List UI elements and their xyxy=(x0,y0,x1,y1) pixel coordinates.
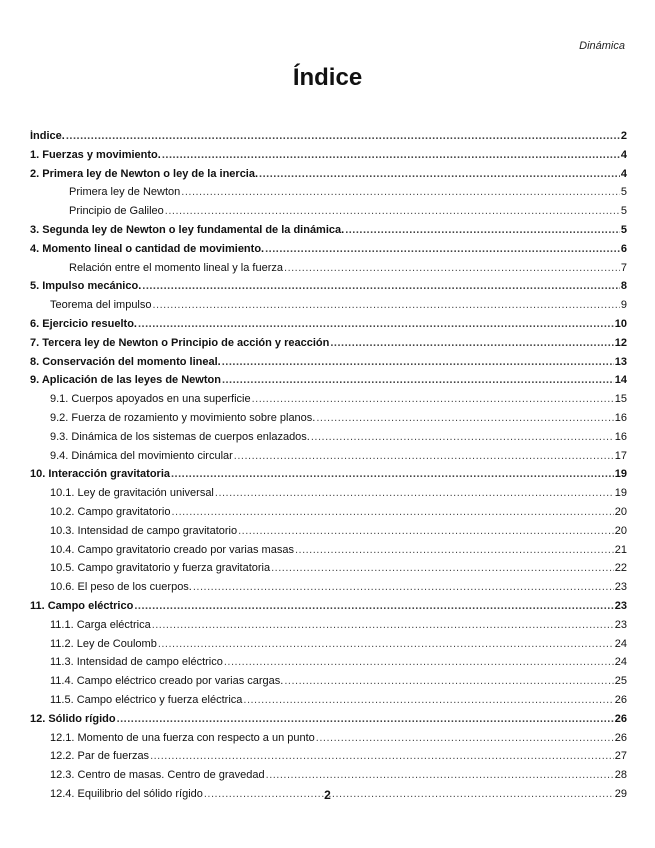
toc-entry-page: 28 xyxy=(614,769,627,782)
toc-leader-dots xyxy=(150,750,614,762)
toc-entry[interactable] xyxy=(30,562,627,581)
toc-entry-page: 26 xyxy=(614,731,627,744)
toc-leader-dots xyxy=(271,562,614,574)
toc-entry[interactable] xyxy=(30,393,627,412)
toc-leader-dots xyxy=(117,713,614,725)
toc-entry-label: 7. Tercera ley de Newton o Principio de acción y reacción xyxy=(30,336,330,349)
toc-entry-label: 10.3. Intensidad de campo gravitatorio xyxy=(50,524,238,537)
toc-entry[interactable] xyxy=(30,224,627,243)
toc-entry-page: 21 xyxy=(614,543,627,556)
toc-entry-label: 9.3. Dinámica de los sistemas de cuerpos enlazados. xyxy=(50,430,310,443)
toc-leader-dots xyxy=(316,732,614,744)
toc-entry-label: 9.2. Fuerza de rozamiento y movimiento sobre planos. xyxy=(50,411,316,424)
toc-leader-dots xyxy=(265,243,620,255)
toc-entry[interactable] xyxy=(30,149,627,168)
toc-entry-page: 26 xyxy=(614,712,627,725)
toc-leader-dots xyxy=(66,130,620,142)
toc-entry-page: 10 xyxy=(614,317,627,330)
toc-entry-page: 24 xyxy=(614,637,627,650)
toc-entry-page: 4 xyxy=(620,167,627,180)
toc-entry-label: 11.3. Intensidad de campo eléctrico xyxy=(50,656,223,669)
page-title: Índice xyxy=(292,64,363,91)
toc-entry-label: 6. Ejercicio resuelto. xyxy=(30,317,137,330)
toc-entry-page: 24 xyxy=(614,656,627,669)
toc-entry-label: 11. Campo eléctrico xyxy=(30,599,134,612)
toc-entry-label: 10.6. El peso de los cuerpos. xyxy=(50,581,192,594)
toc-entry-page: 5 xyxy=(620,223,627,236)
toc-entry-label: Relación entre el momento lineal y la fuerza xyxy=(69,261,284,274)
toc-entry-label: Principio de Galileo xyxy=(69,205,164,218)
toc-entry-page: 16 xyxy=(614,430,627,443)
toc-entry-page: 13 xyxy=(614,355,627,368)
toc-entry[interactable] xyxy=(30,168,627,187)
toc-entry[interactable] xyxy=(30,750,627,769)
toc-entry-page: 22 xyxy=(614,562,627,575)
toc-entry-label: 10.2. Campo gravitatorio xyxy=(50,505,171,518)
table-of-contents xyxy=(30,130,627,807)
toc-entry[interactable] xyxy=(30,675,627,694)
toc-entry-label: 10.1. Ley de gravitación universal xyxy=(50,487,214,500)
toc-entry[interactable] xyxy=(30,769,627,788)
toc-entry-page: 25 xyxy=(614,675,627,688)
toc-leader-dots xyxy=(193,581,614,593)
toc-leader-dots xyxy=(162,149,620,161)
toc-entry[interactable] xyxy=(30,506,627,525)
toc-entry-label: 8. Conservación del momento lineal. xyxy=(30,355,221,368)
toc-leader-dots xyxy=(295,544,614,556)
toc-leader-dots xyxy=(345,224,620,236)
toc-leader-dots xyxy=(311,431,614,443)
toc-entry-page: 23 xyxy=(614,618,627,631)
toc-leader-dots xyxy=(266,769,614,781)
toc-entry-page: 20 xyxy=(614,505,627,518)
toc-entry-page: 15 xyxy=(614,393,627,406)
toc-entry-label: 12. Sólido rígido xyxy=(30,712,116,725)
toc-entry[interactable] xyxy=(30,713,627,732)
toc-entry[interactable] xyxy=(30,431,627,450)
toc-entry-label: 11.2. Ley de Coulomb xyxy=(50,637,157,650)
toc-leader-dots xyxy=(252,393,614,405)
toc-entry[interactable] xyxy=(30,337,627,356)
toc-entry[interactable] xyxy=(30,619,627,638)
toc-entry-label: 2. Primera ley de Newton o ley de la inercia. xyxy=(30,167,259,180)
toc-entry-page: 5 xyxy=(620,186,627,199)
toc-entry-page: 5 xyxy=(620,205,627,218)
toc-entry-page: 20 xyxy=(614,524,627,537)
toc-entry-page: 26 xyxy=(614,693,627,706)
toc-leader-dots xyxy=(330,337,613,349)
toc-entry[interactable] xyxy=(30,544,627,563)
running-header: Dinámica xyxy=(579,40,625,52)
toc-entry[interactable] xyxy=(30,243,627,262)
toc-entry[interactable] xyxy=(30,262,627,281)
toc-entry-label: Teorema del impulso xyxy=(50,299,152,312)
toc-leader-dots xyxy=(316,412,613,424)
toc-entry-page: 8 xyxy=(620,280,627,293)
toc-leader-dots xyxy=(224,656,614,668)
toc-entry[interactable] xyxy=(30,205,627,224)
toc-entry[interactable] xyxy=(30,412,627,431)
toc-entry-page: 4 xyxy=(620,148,627,161)
toc-entry-page: 23 xyxy=(614,581,627,594)
toc-leader-dots xyxy=(171,506,613,518)
toc-entry-label: 12.3. Centro de masas. Centro de gravedad xyxy=(50,769,265,782)
toc-entry[interactable] xyxy=(30,468,627,487)
toc-entry-label: 11.5. Campo eléctrico y fuerza eléctrica xyxy=(50,693,243,706)
toc-entry[interactable] xyxy=(30,638,627,657)
toc-entry-page: 23 xyxy=(614,599,627,612)
toc-leader-dots xyxy=(259,168,620,180)
toc-entry[interactable] xyxy=(30,356,627,375)
toc-leader-dots xyxy=(142,280,620,292)
toc-leader-dots xyxy=(134,600,613,612)
toc-leader-dots xyxy=(152,619,614,631)
toc-entry[interactable] xyxy=(30,318,627,337)
toc-entry-page: 2 xyxy=(620,130,627,142)
toc-entry-label: 9. Aplicación de las leyes de Newton xyxy=(30,374,221,387)
toc-leader-dots xyxy=(284,675,613,687)
toc-leader-dots xyxy=(243,694,613,706)
toc-leader-dots xyxy=(171,468,614,480)
toc-leader-dots xyxy=(181,186,620,198)
toc-entry-page: 9 xyxy=(620,299,627,312)
toc-entry-label: 9.1. Cuerpos apoyados en una superficie xyxy=(50,393,251,406)
toc-leader-dots xyxy=(158,638,614,650)
toc-entry-label: 12.1. Momento de una fuerza con respecto a un punto xyxy=(50,731,315,744)
toc-entry[interactable] xyxy=(30,694,627,713)
toc-leader-dots xyxy=(138,318,614,330)
toc-entry-label: 3. Segunda ley de Newton o ley fundamental de la dinámica. xyxy=(30,223,345,236)
toc-entry-label: 12.2. Par de fuerzas xyxy=(50,750,150,763)
toc-entry-page: 29 xyxy=(614,787,627,800)
toc-leader-dots xyxy=(222,374,614,386)
toc-entry-label: 9.4. Dinámica del movimiento circular xyxy=(50,449,233,462)
toc-entry-label: Primera ley de Newton xyxy=(69,186,181,199)
toc-leader-dots xyxy=(165,205,620,217)
toc-leader-dots xyxy=(238,525,614,537)
toc-entry-page: 19 xyxy=(614,468,627,481)
toc-entry-label: 4. Momento lineal o cantidad de movimiento. xyxy=(30,242,265,255)
toc-entry-label: 1. Fuerzas y movimiento. xyxy=(30,148,161,161)
toc-entry-page: 17 xyxy=(614,449,627,462)
toc-leader-dots xyxy=(153,299,620,311)
toc-leader-dots xyxy=(234,450,614,462)
toc-entry[interactable] xyxy=(30,299,627,318)
toc-entry[interactable] xyxy=(30,374,627,393)
toc-leader-dots xyxy=(215,487,614,499)
toc-leader-dots xyxy=(222,356,614,368)
toc-entry-page: 16 xyxy=(614,411,627,424)
toc-entry-label: 11.4. Campo eléctrico creado por varias cargas. xyxy=(50,675,284,688)
toc-entry-label: Índice. xyxy=(30,130,65,142)
toc-entry[interactable] xyxy=(30,186,627,205)
toc-leader-dots xyxy=(284,262,620,274)
toc-entry[interactable] xyxy=(30,656,627,675)
toc-entry-label: 10. Interacción gravitatoria xyxy=(30,468,170,481)
toc-entry[interactable] xyxy=(30,280,627,299)
toc-entry[interactable] xyxy=(30,450,627,469)
toc-entry-label: 5. Impulso mecánico. xyxy=(30,280,142,293)
toc-entry[interactable] xyxy=(30,732,627,751)
toc-entry[interactable] xyxy=(30,581,627,600)
toc-entry-page: 6 xyxy=(620,242,627,255)
toc-entry-label: 10.5. Campo gravitatorio y fuerza gravitatoria xyxy=(50,562,271,575)
toc-entry-page: 12 xyxy=(614,336,627,349)
toc-entry-page: 14 xyxy=(614,374,627,387)
toc-entry-page: 19 xyxy=(614,487,627,500)
page-number: 2 xyxy=(324,788,331,802)
toc-entry-page: 27 xyxy=(614,750,627,763)
toc-entry[interactable] xyxy=(30,487,627,506)
toc-entry[interactable] xyxy=(30,600,627,619)
toc-entry[interactable] xyxy=(30,525,627,544)
toc-entry[interactable] xyxy=(30,130,627,149)
toc-entry-label: 12.4. Equilibrio del sólido rígido xyxy=(50,787,203,800)
toc-entry-label: 10.4. Campo gravitatorio creado por varias masas xyxy=(50,543,294,556)
toc-entry-page: 7 xyxy=(620,261,627,274)
toc-entry-label: 11.1. Carga eléctrica xyxy=(50,618,151,631)
